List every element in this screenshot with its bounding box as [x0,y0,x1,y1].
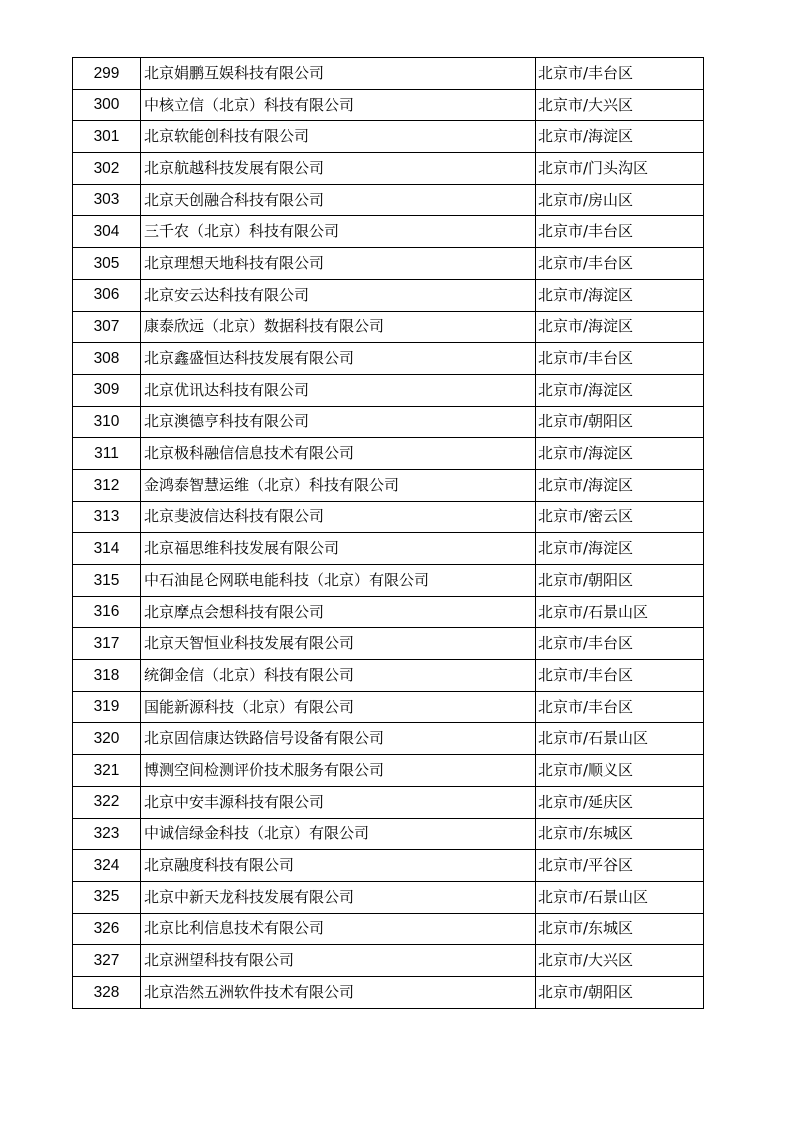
company-location: 北京市/朝阳区 [536,406,704,438]
row-number: 324 [73,850,141,882]
company-name: 北京娟鹏互娱科技有限公司 [141,58,536,90]
table-row [73,343,704,375]
row-number: 325 [73,881,141,913]
row-number: 306 [73,279,141,311]
company-location: 北京市/丰台区 [536,343,704,375]
table-row [73,89,704,121]
table-row [73,469,704,501]
row-number: 314 [73,533,141,565]
table-row [73,913,704,945]
company-name: 北京天智恒业科技发展有限公司 [141,628,536,660]
company-location: 北京市/房山区 [536,184,704,216]
row-number: 326 [73,913,141,945]
table-row [73,533,704,565]
company-table-body [73,58,704,1009]
company-name: 北京软能创科技有限公司 [141,121,536,153]
table-row [73,755,704,787]
company-location: 北京市/平谷区 [536,850,704,882]
row-number: 300 [73,89,141,121]
table-row [73,786,704,818]
company-location: 北京市/海淀区 [536,121,704,153]
company-location: 北京市/丰台区 [536,691,704,723]
company-location: 北京市/石景山区 [536,596,704,628]
company-location: 北京市/海淀区 [536,533,704,565]
company-location: 北京市/密云区 [536,501,704,533]
table-row [73,565,704,597]
table-row [73,406,704,438]
company-name: 中核立信（北京）科技有限公司 [141,89,536,121]
row-number: 317 [73,628,141,660]
company-location: 北京市/海淀区 [536,374,704,406]
company-location: 北京市/朝阳区 [536,565,704,597]
row-number: 312 [73,469,141,501]
company-name: 北京摩点会想科技有限公司 [141,596,536,628]
table-row [73,279,704,311]
table-row [73,850,704,882]
company-location: 北京市/海淀区 [536,469,704,501]
company-location: 北京市/海淀区 [536,438,704,470]
table-row [73,153,704,185]
row-number: 322 [73,786,141,818]
company-name: 北京洲望科技有限公司 [141,945,536,977]
table-row [73,501,704,533]
company-name: 中诚信绿金科技（北京）有限公司 [141,818,536,850]
company-name: 博测空间检测评价技术服务有限公司 [141,755,536,787]
company-name: 北京航越科技发展有限公司 [141,153,536,185]
company-table-container [72,57,703,1009]
row-number: 310 [73,406,141,438]
company-location: 北京市/延庆区 [536,786,704,818]
company-name: 北京极科融信信息技术有限公司 [141,438,536,470]
company-name: 北京中安丰源科技有限公司 [141,786,536,818]
company-location: 北京市/海淀区 [536,311,704,343]
table-row [73,374,704,406]
table-row [73,596,704,628]
company-location: 北京市/大兴区 [536,945,704,977]
row-number: 302 [73,153,141,185]
company-name: 中石油昆仑网联电能科技（北京）有限公司 [141,565,536,597]
company-name: 北京浩然五洲软件技术有限公司 [141,976,536,1008]
table-row [73,976,704,1008]
company-name: 北京优讯达科技有限公司 [141,374,536,406]
row-number: 309 [73,374,141,406]
table-row [73,723,704,755]
row-number: 315 [73,565,141,597]
row-number: 299 [73,58,141,90]
table-row [73,438,704,470]
table-row [73,248,704,280]
company-name: 北京天创融合科技有限公司 [141,184,536,216]
row-number: 301 [73,121,141,153]
table-row [73,121,704,153]
row-number: 319 [73,691,141,723]
company-location: 北京市/丰台区 [536,58,704,90]
table-row [73,945,704,977]
row-number: 316 [73,596,141,628]
company-location: 北京市/东城区 [536,818,704,850]
company-location: 北京市/东城区 [536,913,704,945]
company-name: 北京澳德亨科技有限公司 [141,406,536,438]
company-name: 康泰欣远（北京）数据科技有限公司 [141,311,536,343]
row-number: 327 [73,945,141,977]
company-name: 国能新源科技（北京）有限公司 [141,691,536,723]
table-row [73,311,704,343]
row-number: 305 [73,248,141,280]
company-name: 北京比利信息技术有限公司 [141,913,536,945]
company-name: 三千农（北京）科技有限公司 [141,216,536,248]
company-name: 北京融度科技有限公司 [141,850,536,882]
row-number: 328 [73,976,141,1008]
row-number: 308 [73,343,141,375]
company-location: 北京市/大兴区 [536,89,704,121]
company-location: 北京市/朝阳区 [536,976,704,1008]
row-number: 307 [73,311,141,343]
row-number: 318 [73,660,141,692]
table-row [73,691,704,723]
table-row [73,184,704,216]
table-row [73,216,704,248]
company-location: 北京市/顺义区 [536,755,704,787]
company-location: 北京市/石景山区 [536,881,704,913]
table-row [73,58,704,90]
row-number: 320 [73,723,141,755]
company-location: 北京市/丰台区 [536,628,704,660]
company-location: 北京市/海淀区 [536,279,704,311]
company-name: 统御金信（北京）科技有限公司 [141,660,536,692]
company-name: 北京中新天龙科技发展有限公司 [141,881,536,913]
row-number: 303 [73,184,141,216]
company-name: 北京固信康达铁路信号设备有限公司 [141,723,536,755]
row-number: 323 [73,818,141,850]
company-location: 北京市/丰台区 [536,248,704,280]
row-number: 321 [73,755,141,787]
company-location: 北京市/石景山区 [536,723,704,755]
company-name: 北京鑫盛恒达科技发展有限公司 [141,343,536,375]
company-name: 金鸿泰智慧运维（北京）科技有限公司 [141,469,536,501]
company-location: 北京市/门头沟区 [536,153,704,185]
company-location: 北京市/丰台区 [536,216,704,248]
company-name: 北京理想天地科技有限公司 [141,248,536,280]
table-row [73,818,704,850]
company-name: 北京福思维科技发展有限公司 [141,533,536,565]
table-row [73,660,704,692]
row-number: 311 [73,438,141,470]
row-number: 313 [73,501,141,533]
table-row [73,628,704,660]
company-name: 北京安云达科技有限公司 [141,279,536,311]
row-number: 304 [73,216,141,248]
company-table [72,57,704,1009]
company-location: 北京市/丰台区 [536,660,704,692]
company-name: 北京斐波信达科技有限公司 [141,501,536,533]
table-row [73,881,704,913]
